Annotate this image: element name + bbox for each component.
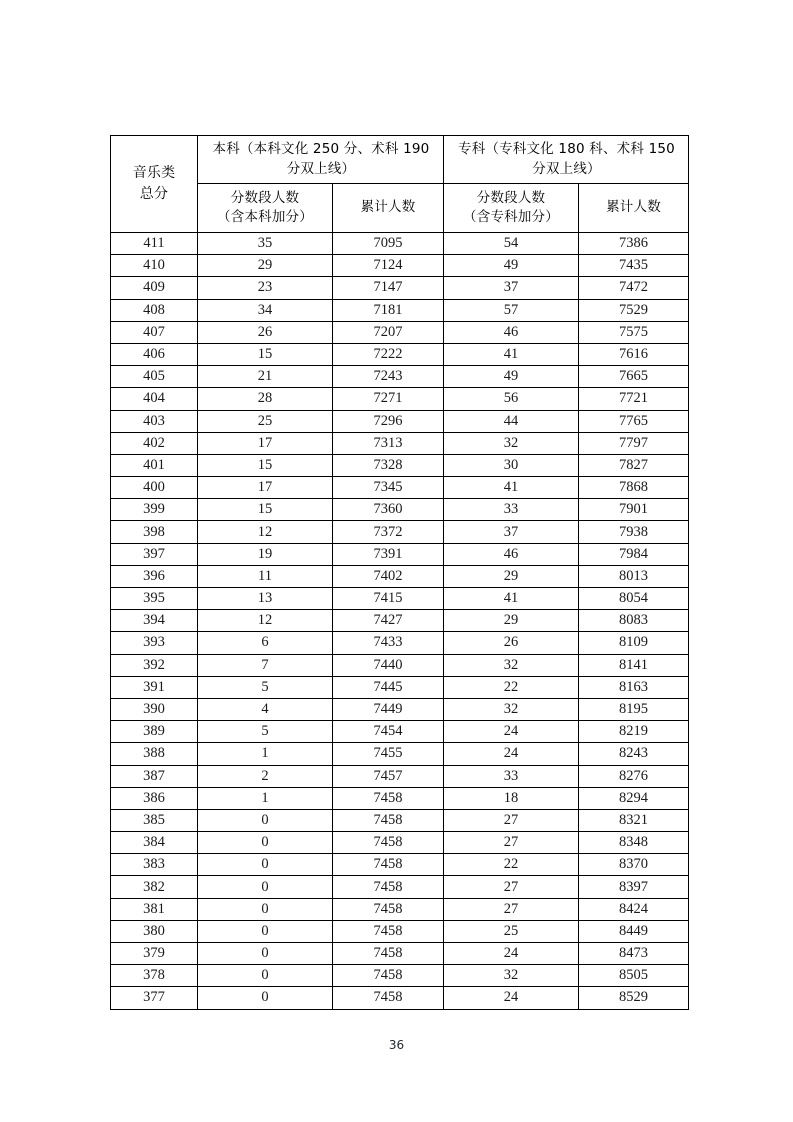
cell-junior-college-segment-count: 41 <box>444 343 579 365</box>
cell-junior-college-cumulative-count: 8397 <box>579 876 689 898</box>
cell-total-score: 384 <box>111 832 198 854</box>
cell-junior-college-segment-count: 26 <box>444 632 579 654</box>
cell-undergraduate-cumulative-count: 7271 <box>333 388 444 410</box>
cell-total-score: 387 <box>111 765 198 787</box>
cell-junior-college-segment-count: 24 <box>444 943 579 965</box>
cell-total-score: 393 <box>111 632 198 654</box>
table-row <box>111 987 689 1009</box>
cell-junior-college-cumulative-count: 7472 <box>579 277 689 299</box>
cell-undergraduate-cumulative-count: 7391 <box>333 543 444 565</box>
table-row <box>111 698 689 720</box>
cell-undergraduate-cumulative-count: 7207 <box>333 321 444 343</box>
table-row <box>111 943 689 965</box>
cell-junior-college-cumulative-count: 8243 <box>579 743 689 765</box>
cell-undergraduate-cumulative-count: 7458 <box>333 987 444 1009</box>
table-row <box>111 454 689 476</box>
cell-junior-college-cumulative-count: 7827 <box>579 454 689 476</box>
cell-undergraduate-segment-count: 0 <box>198 832 333 854</box>
table-row <box>111 898 689 920</box>
cell-undergraduate-cumulative-count: 7454 <box>333 721 444 743</box>
cell-junior-college-cumulative-count: 8083 <box>579 610 689 632</box>
cell-undergraduate-cumulative-count: 7345 <box>333 477 444 499</box>
cell-undergraduate-cumulative-count: 7313 <box>333 432 444 454</box>
cell-total-score: 406 <box>111 343 198 365</box>
cell-junior-college-segment-count: 22 <box>444 854 579 876</box>
cell-undergraduate-segment-count: 29 <box>198 255 333 277</box>
cell-junior-college-cumulative-count: 8294 <box>579 787 689 809</box>
header-cell-group-junior-college <box>444 136 689 184</box>
table-header <box>111 136 689 233</box>
cell-junior-college-segment-count: 29 <box>444 610 579 632</box>
table-row <box>111 499 689 521</box>
cell-undergraduate-segment-count: 2 <box>198 765 333 787</box>
header-row-groups <box>111 136 689 184</box>
cell-junior-college-segment-count: 41 <box>444 588 579 610</box>
cell-total-score: 386 <box>111 787 198 809</box>
cell-junior-college-cumulative-count: 8321 <box>579 809 689 831</box>
cell-undergraduate-segment-count: 0 <box>198 965 333 987</box>
cell-undergraduate-segment-count: 17 <box>198 477 333 499</box>
cell-undergraduate-cumulative-count: 7458 <box>333 965 444 987</box>
cell-junior-college-segment-count: 27 <box>444 898 579 920</box>
table-row <box>111 432 689 454</box>
cell-total-score: 377 <box>111 987 198 1009</box>
cell-undergraduate-cumulative-count: 7458 <box>333 832 444 854</box>
cell-junior-college-cumulative-count: 8505 <box>579 965 689 987</box>
cell-undergraduate-cumulative-count: 7458 <box>333 787 444 809</box>
table-row <box>111 277 689 299</box>
cell-undergraduate-segment-count: 0 <box>198 809 333 831</box>
cell-undergraduate-segment-count: 5 <box>198 721 333 743</box>
header-cell-undergraduate-segment-count <box>198 184 333 233</box>
cell-junior-college-segment-count: 56 <box>444 388 579 410</box>
cell-junior-college-segment-count: 32 <box>444 432 579 454</box>
cell-junior-college-segment-count: 32 <box>444 965 579 987</box>
cell-junior-college-cumulative-count: 7435 <box>579 255 689 277</box>
cell-undergraduate-cumulative-count: 7458 <box>333 898 444 920</box>
cell-undergraduate-segment-count: 7 <box>198 654 333 676</box>
score-distribution-table <box>110 135 689 1010</box>
cell-junior-college-segment-count: 54 <box>444 233 579 255</box>
cell-undergraduate-cumulative-count: 7296 <box>333 410 444 432</box>
cell-undergraduate-segment-count: 0 <box>198 920 333 942</box>
cell-undergraduate-segment-count: 0 <box>198 876 333 898</box>
cell-total-score: 402 <box>111 432 198 454</box>
header-total-score-line1: 音乐类 <box>132 165 176 181</box>
header-undergrad-segment-line2: （含本科加分） <box>217 209 313 225</box>
cell-junior-college-segment-count: 49 <box>444 366 579 388</box>
table-row <box>111 854 689 876</box>
cell-junior-college-cumulative-count: 7721 <box>579 388 689 410</box>
page-number: 36 <box>388 1038 405 1052</box>
cell-total-score: 388 <box>111 743 198 765</box>
cell-junior-college-segment-count: 32 <box>444 698 579 720</box>
cell-undergraduate-segment-count: 15 <box>198 454 333 476</box>
cell-junior-college-cumulative-count: 8529 <box>579 987 689 1009</box>
table-row <box>111 588 689 610</box>
cell-junior-college-segment-count: 24 <box>444 721 579 743</box>
table-row <box>111 343 689 365</box>
table-row <box>111 477 689 499</box>
table-row <box>111 965 689 987</box>
cell-total-score: 396 <box>111 565 198 587</box>
table-row <box>111 388 689 410</box>
cell-total-score: 390 <box>111 698 198 720</box>
cell-junior-college-segment-count: 29 <box>444 565 579 587</box>
cell-undergraduate-segment-count: 23 <box>198 277 333 299</box>
cell-undergraduate-segment-count: 15 <box>198 499 333 521</box>
cell-undergraduate-segment-count: 0 <box>198 987 333 1009</box>
table-row <box>111 654 689 676</box>
cell-junior-college-cumulative-count: 7665 <box>579 366 689 388</box>
cell-junior-college-segment-count: 25 <box>444 920 579 942</box>
table-row <box>111 366 689 388</box>
cell-junior-college-cumulative-count: 8424 <box>579 898 689 920</box>
cell-undergraduate-segment-count: 26 <box>198 321 333 343</box>
cell-junior-college-cumulative-count: 7386 <box>579 233 689 255</box>
cell-junior-college-cumulative-count: 8348 <box>579 832 689 854</box>
header-total-score-line2: 总分 <box>139 186 169 202</box>
table-row <box>111 321 689 343</box>
cell-undergraduate-cumulative-count: 7458 <box>333 943 444 965</box>
cell-undergraduate-cumulative-count: 7457 <box>333 765 444 787</box>
header-cell-group-undergraduate <box>198 136 444 184</box>
table-row <box>111 920 689 942</box>
cell-total-score: 403 <box>111 410 198 432</box>
cell-undergraduate-cumulative-count: 7147 <box>333 277 444 299</box>
cell-undergraduate-segment-count: 5 <box>198 676 333 698</box>
cell-total-score: 399 <box>111 499 198 521</box>
cell-undergraduate-segment-count: 34 <box>198 299 333 321</box>
cell-junior-college-cumulative-count: 8473 <box>579 943 689 965</box>
cell-undergraduate-cumulative-count: 7427 <box>333 610 444 632</box>
cell-undergraduate-cumulative-count: 7415 <box>333 588 444 610</box>
header-college-segment-line1: 分数段人数 <box>476 189 546 206</box>
cell-junior-college-cumulative-count: 7984 <box>579 543 689 565</box>
table-row <box>111 809 689 831</box>
cell-junior-college-cumulative-count: 7529 <box>579 299 689 321</box>
cell-junior-college-cumulative-count: 8370 <box>579 854 689 876</box>
cell-undergraduate-segment-count: 12 <box>198 521 333 543</box>
cell-total-score: 385 <box>111 809 198 831</box>
table-row <box>111 632 689 654</box>
cell-total-score: 401 <box>111 454 198 476</box>
cell-total-score: 391 <box>111 676 198 698</box>
cell-junior-college-segment-count: 46 <box>444 321 579 343</box>
cell-total-score: 379 <box>111 943 198 965</box>
cell-undergraduate-segment-count: 6 <box>198 632 333 654</box>
cell-undergraduate-segment-count: 0 <box>198 854 333 876</box>
cell-junior-college-segment-count: 30 <box>444 454 579 476</box>
cell-undergraduate-cumulative-count: 7360 <box>333 499 444 521</box>
cell-junior-college-segment-count: 24 <box>444 743 579 765</box>
cell-total-score: 389 <box>111 721 198 743</box>
cell-junior-college-cumulative-count: 8013 <box>579 565 689 587</box>
cell-junior-college-cumulative-count: 7575 <box>579 321 689 343</box>
cell-total-score: 378 <box>111 965 198 987</box>
table-row <box>111 743 689 765</box>
header-group-undergraduate-label: 本科（本科文化 250 分、术科 190 分双上线） <box>212 141 430 177</box>
cell-undergraduate-segment-count: 35 <box>198 233 333 255</box>
cell-junior-college-cumulative-count: 8163 <box>579 676 689 698</box>
cell-junior-college-segment-count: 27 <box>444 809 579 831</box>
cell-junior-college-cumulative-count: 8195 <box>579 698 689 720</box>
cell-undergraduate-cumulative-count: 7458 <box>333 876 444 898</box>
cell-junior-college-cumulative-count: 7901 <box>579 499 689 521</box>
cell-total-score: 400 <box>111 477 198 499</box>
cell-undergraduate-cumulative-count: 7433 <box>333 632 444 654</box>
cell-junior-college-segment-count: 27 <box>444 832 579 854</box>
cell-junior-college-cumulative-count: 7797 <box>579 432 689 454</box>
cell-junior-college-segment-count: 49 <box>444 255 579 277</box>
cell-undergraduate-segment-count: 19 <box>198 543 333 565</box>
header-cell-undergraduate-cumulative-count <box>333 184 444 233</box>
cell-junior-college-cumulative-count: 8219 <box>579 721 689 743</box>
cell-total-score: 383 <box>111 854 198 876</box>
cell-junior-college-segment-count: 44 <box>444 410 579 432</box>
cell-undergraduate-cumulative-count: 7124 <box>333 255 444 277</box>
cell-junior-college-segment-count: 57 <box>444 299 579 321</box>
table-body <box>111 233 689 1010</box>
cell-undergraduate-segment-count: 12 <box>198 610 333 632</box>
table-row <box>111 721 689 743</box>
cell-undergraduate-segment-count: 17 <box>198 432 333 454</box>
cell-junior-college-segment-count: 18 <box>444 787 579 809</box>
cell-total-score: 380 <box>111 920 198 942</box>
header-row-subcolumns <box>111 184 689 233</box>
table-row <box>111 255 689 277</box>
header-college-cumulative-line1: 累计人数 <box>606 199 661 216</box>
table-row <box>111 832 689 854</box>
cell-junior-college-segment-count: 32 <box>444 654 579 676</box>
cell-junior-college-cumulative-count: 7938 <box>579 521 689 543</box>
cell-junior-college-cumulative-count: 8276 <box>579 765 689 787</box>
cell-undergraduate-cumulative-count: 7243 <box>333 366 444 388</box>
cell-undergraduate-segment-count: 0 <box>198 943 333 965</box>
cell-junior-college-segment-count: 37 <box>444 277 579 299</box>
header-college-segment-line2: （含专科加分） <box>463 209 559 225</box>
cell-undergraduate-segment-count: 1 <box>198 743 333 765</box>
cell-total-score: 410 <box>111 255 198 277</box>
header-cell-junior-college-segment-count <box>444 184 579 233</box>
table-row <box>111 876 689 898</box>
cell-total-score: 382 <box>111 876 198 898</box>
cell-junior-college-segment-count: 22 <box>444 676 579 698</box>
table-row <box>111 565 689 587</box>
cell-total-score: 407 <box>111 321 198 343</box>
cell-undergraduate-cumulative-count: 7449 <box>333 698 444 720</box>
cell-undergraduate-segment-count: 1 <box>198 787 333 809</box>
table-row <box>111 676 689 698</box>
cell-total-score: 411 <box>111 233 198 255</box>
cell-undergraduate-segment-count: 21 <box>198 366 333 388</box>
cell-undergraduate-cumulative-count: 7458 <box>333 920 444 942</box>
table-row <box>111 787 689 809</box>
cell-junior-college-cumulative-count: 8141 <box>579 654 689 676</box>
table-row <box>111 521 689 543</box>
cell-total-score: 408 <box>111 299 198 321</box>
header-cell-total-score <box>111 136 198 233</box>
header-group-junior-college-label: 专科（专科文化 180 科、术科 150 分双上线） <box>458 141 675 177</box>
cell-total-score: 381 <box>111 898 198 920</box>
cell-total-score: 395 <box>111 588 198 610</box>
table-row <box>111 410 689 432</box>
cell-junior-college-cumulative-count: 8054 <box>579 588 689 610</box>
cell-undergraduate-segment-count: 28 <box>198 388 333 410</box>
table-row <box>111 610 689 632</box>
cell-total-score: 397 <box>111 543 198 565</box>
cell-total-score: 409 <box>111 277 198 299</box>
table-row <box>111 299 689 321</box>
header-cell-junior-college-cumulative-count <box>579 184 689 233</box>
cell-junior-college-segment-count: 27 <box>444 876 579 898</box>
cell-total-score: 398 <box>111 521 198 543</box>
table-row <box>111 765 689 787</box>
cell-undergraduate-segment-count: 0 <box>198 898 333 920</box>
cell-junior-college-segment-count: 37 <box>444 521 579 543</box>
cell-junior-college-segment-count: 33 <box>444 499 579 521</box>
table-row <box>111 233 689 255</box>
cell-undergraduate-cumulative-count: 7440 <box>333 654 444 676</box>
cell-junior-college-segment-count: 33 <box>444 765 579 787</box>
cell-total-score: 394 <box>111 610 198 632</box>
cell-undergraduate-segment-count: 11 <box>198 565 333 587</box>
header-undergrad-cumulative-line1: 累计人数 <box>360 199 416 216</box>
cell-junior-college-segment-count: 46 <box>444 543 579 565</box>
cell-undergraduate-cumulative-count: 7455 <box>333 743 444 765</box>
cell-undergraduate-cumulative-count: 7095 <box>333 233 444 255</box>
cell-junior-college-segment-count: 24 <box>444 987 579 1009</box>
cell-undergraduate-cumulative-count: 7445 <box>333 676 444 698</box>
cell-junior-college-cumulative-count: 7616 <box>579 343 689 365</box>
cell-total-score: 405 <box>111 366 198 388</box>
table-row <box>111 543 689 565</box>
cell-undergraduate-cumulative-count: 7372 <box>333 521 444 543</box>
cell-junior-college-cumulative-count: 8109 <box>579 632 689 654</box>
cell-total-score: 404 <box>111 388 198 410</box>
cell-undergraduate-cumulative-count: 7458 <box>333 854 444 876</box>
cell-undergraduate-segment-count: 25 <box>198 410 333 432</box>
cell-undergraduate-cumulative-count: 7181 <box>333 299 444 321</box>
cell-junior-college-cumulative-count: 8449 <box>579 920 689 942</box>
cell-junior-college-segment-count: 41 <box>444 477 579 499</box>
cell-junior-college-cumulative-count: 7868 <box>579 477 689 499</box>
cell-undergraduate-cumulative-count: 7402 <box>333 565 444 587</box>
cell-undergraduate-segment-count: 13 <box>198 588 333 610</box>
cell-junior-college-cumulative-count: 7765 <box>579 410 689 432</box>
cell-undergraduate-cumulative-count: 7458 <box>333 809 444 831</box>
cell-undergraduate-segment-count: 15 <box>198 343 333 365</box>
cell-undergraduate-segment-count: 4 <box>198 698 333 720</box>
header-undergrad-segment-line1: 分数段人数 <box>230 189 300 206</box>
cell-undergraduate-cumulative-count: 7328 <box>333 454 444 476</box>
cell-undergraduate-cumulative-count: 7222 <box>333 343 444 365</box>
cell-total-score: 392 <box>111 654 198 676</box>
